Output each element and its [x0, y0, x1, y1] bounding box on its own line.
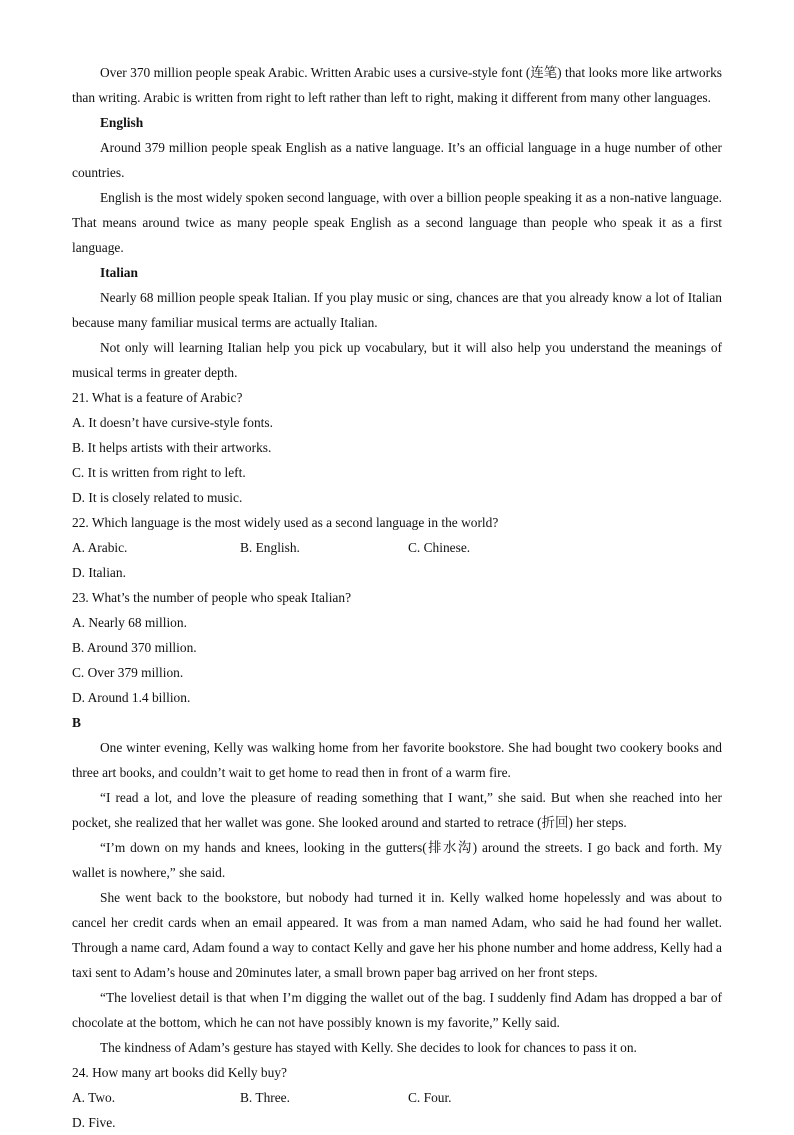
option-c: C. It is written from right to left. — [72, 465, 246, 480]
option-d: D. It is closely related to music. — [72, 490, 243, 505]
option-c: C. Chinese. — [408, 540, 471, 555]
italian-paragraph-2: Not only will learning Italian help you pick up vocabulary, but it will also help you understand the meanings of musical terms in greater depth. — [72, 340, 722, 380]
question-21-options — [72, 410, 722, 510]
story-paragraph-3: “I’m down on my hands and knees, looking in the gutters(排水沟) around the streets. I go back and forth. My wallet is nowhere,” she said. — [72, 840, 722, 880]
option-b: B. Around 370 million. — [72, 640, 197, 655]
italian-paragraph-1: Nearly 68 million people speak Italian. If you play music or sing, chances are that you already know a lot of Italian because many familiar musical terms are actually Italian. — [72, 290, 722, 330]
option-a: A. Arabic. — [72, 540, 128, 555]
story-paragraph-2: “I read a lot, and love the pleasure of reading something that I want,” she said. But when she reached into her pocket, she realized that her wallet was gone. She looked around and started to retrace (折回) her steps. — [72, 790, 722, 830]
question-24-stem: 24. How many art books did Kelly buy? — [72, 1065, 287, 1080]
question-22-options — [72, 535, 722, 585]
option-d: D. Five. — [72, 1115, 116, 1130]
section-b-heading: B — [72, 715, 81, 730]
option-b: B. Three. — [240, 1090, 290, 1105]
english-paragraph-1: Around 379 million people speak English as a native language. It’s an official language in a huge number of other countries. — [72, 140, 722, 180]
question-24-options — [72, 1085, 722, 1135]
exam-page — [72, 60, 722, 1135]
story-paragraph-4: She went back to the bookstore, but nobody had turned it in. Kelly walked home hopelessly and was about to cancel her credit cards when an email appeared. It was from a man named Adam, who said he had found her wallet. Through a name card, Adam found a way to contact Kelly and gave her his phone number and home address, Kelly had a taxi sent to Adam’s house and 20minutes later, a small brown paper bag arrived on her front steps. — [72, 890, 722, 980]
option-b: B. It helps artists with their artworks. — [72, 440, 272, 455]
question-22-stem: 22. Which language is the most widely used as a second language in the world? — [72, 515, 499, 530]
option-d: D. Italian. — [72, 565, 126, 580]
option-a: A. Nearly 68 million. — [72, 615, 187, 630]
option-c: C. Four. — [408, 1090, 452, 1105]
question-23-stem: 23. What’s the number of people who speak Italian? — [72, 590, 352, 605]
italian-heading: Italian — [100, 265, 138, 280]
option-a: A. It doesn’t have cursive-style fonts. — [72, 415, 273, 430]
arabic-paragraph: Over 370 million people speak Arabic. Written Arabic uses a cursive-style font (连笔) that looks more like artworks than writing. Arabic is written from right to left rather than left to right, making it different from many other languages. — [72, 65, 722, 105]
question-23-options — [72, 610, 722, 710]
story-paragraph-5: “The loveliest detail is that when I’m digging the wallet out of the bag. I suddenly find Adam has dropped a bar of chocolate at the bottom, which he can not have possibly known is my favorite,” Kelly said. — [72, 990, 722, 1030]
option-b: B. English. — [240, 540, 300, 555]
option-c: C. Over 379 million. — [72, 665, 184, 680]
story-paragraph-6: The kindness of Adam’s gesture has stayed with Kelly. She decides to look for chances to pass it on. — [100, 1040, 637, 1055]
question-21-stem: 21. What is a feature of Arabic? — [72, 390, 243, 405]
story-paragraph-1: One winter evening, Kelly was walking home from her favorite bookstore. She had bought two cookery books and three art books, and couldn’t wait to get home to read then in front of a warm fire. — [72, 740, 722, 780]
english-heading: English — [100, 115, 144, 130]
option-d: D. Around 1.4 billion. — [72, 690, 191, 705]
option-a: A. Two. — [72, 1090, 116, 1105]
english-paragraph-2: English is the most widely spoken second language, with over a billion people speaking it as a non-native language. That means around twice as many people speak English as a second language than people who speak it as a first language. — [72, 190, 722, 255]
